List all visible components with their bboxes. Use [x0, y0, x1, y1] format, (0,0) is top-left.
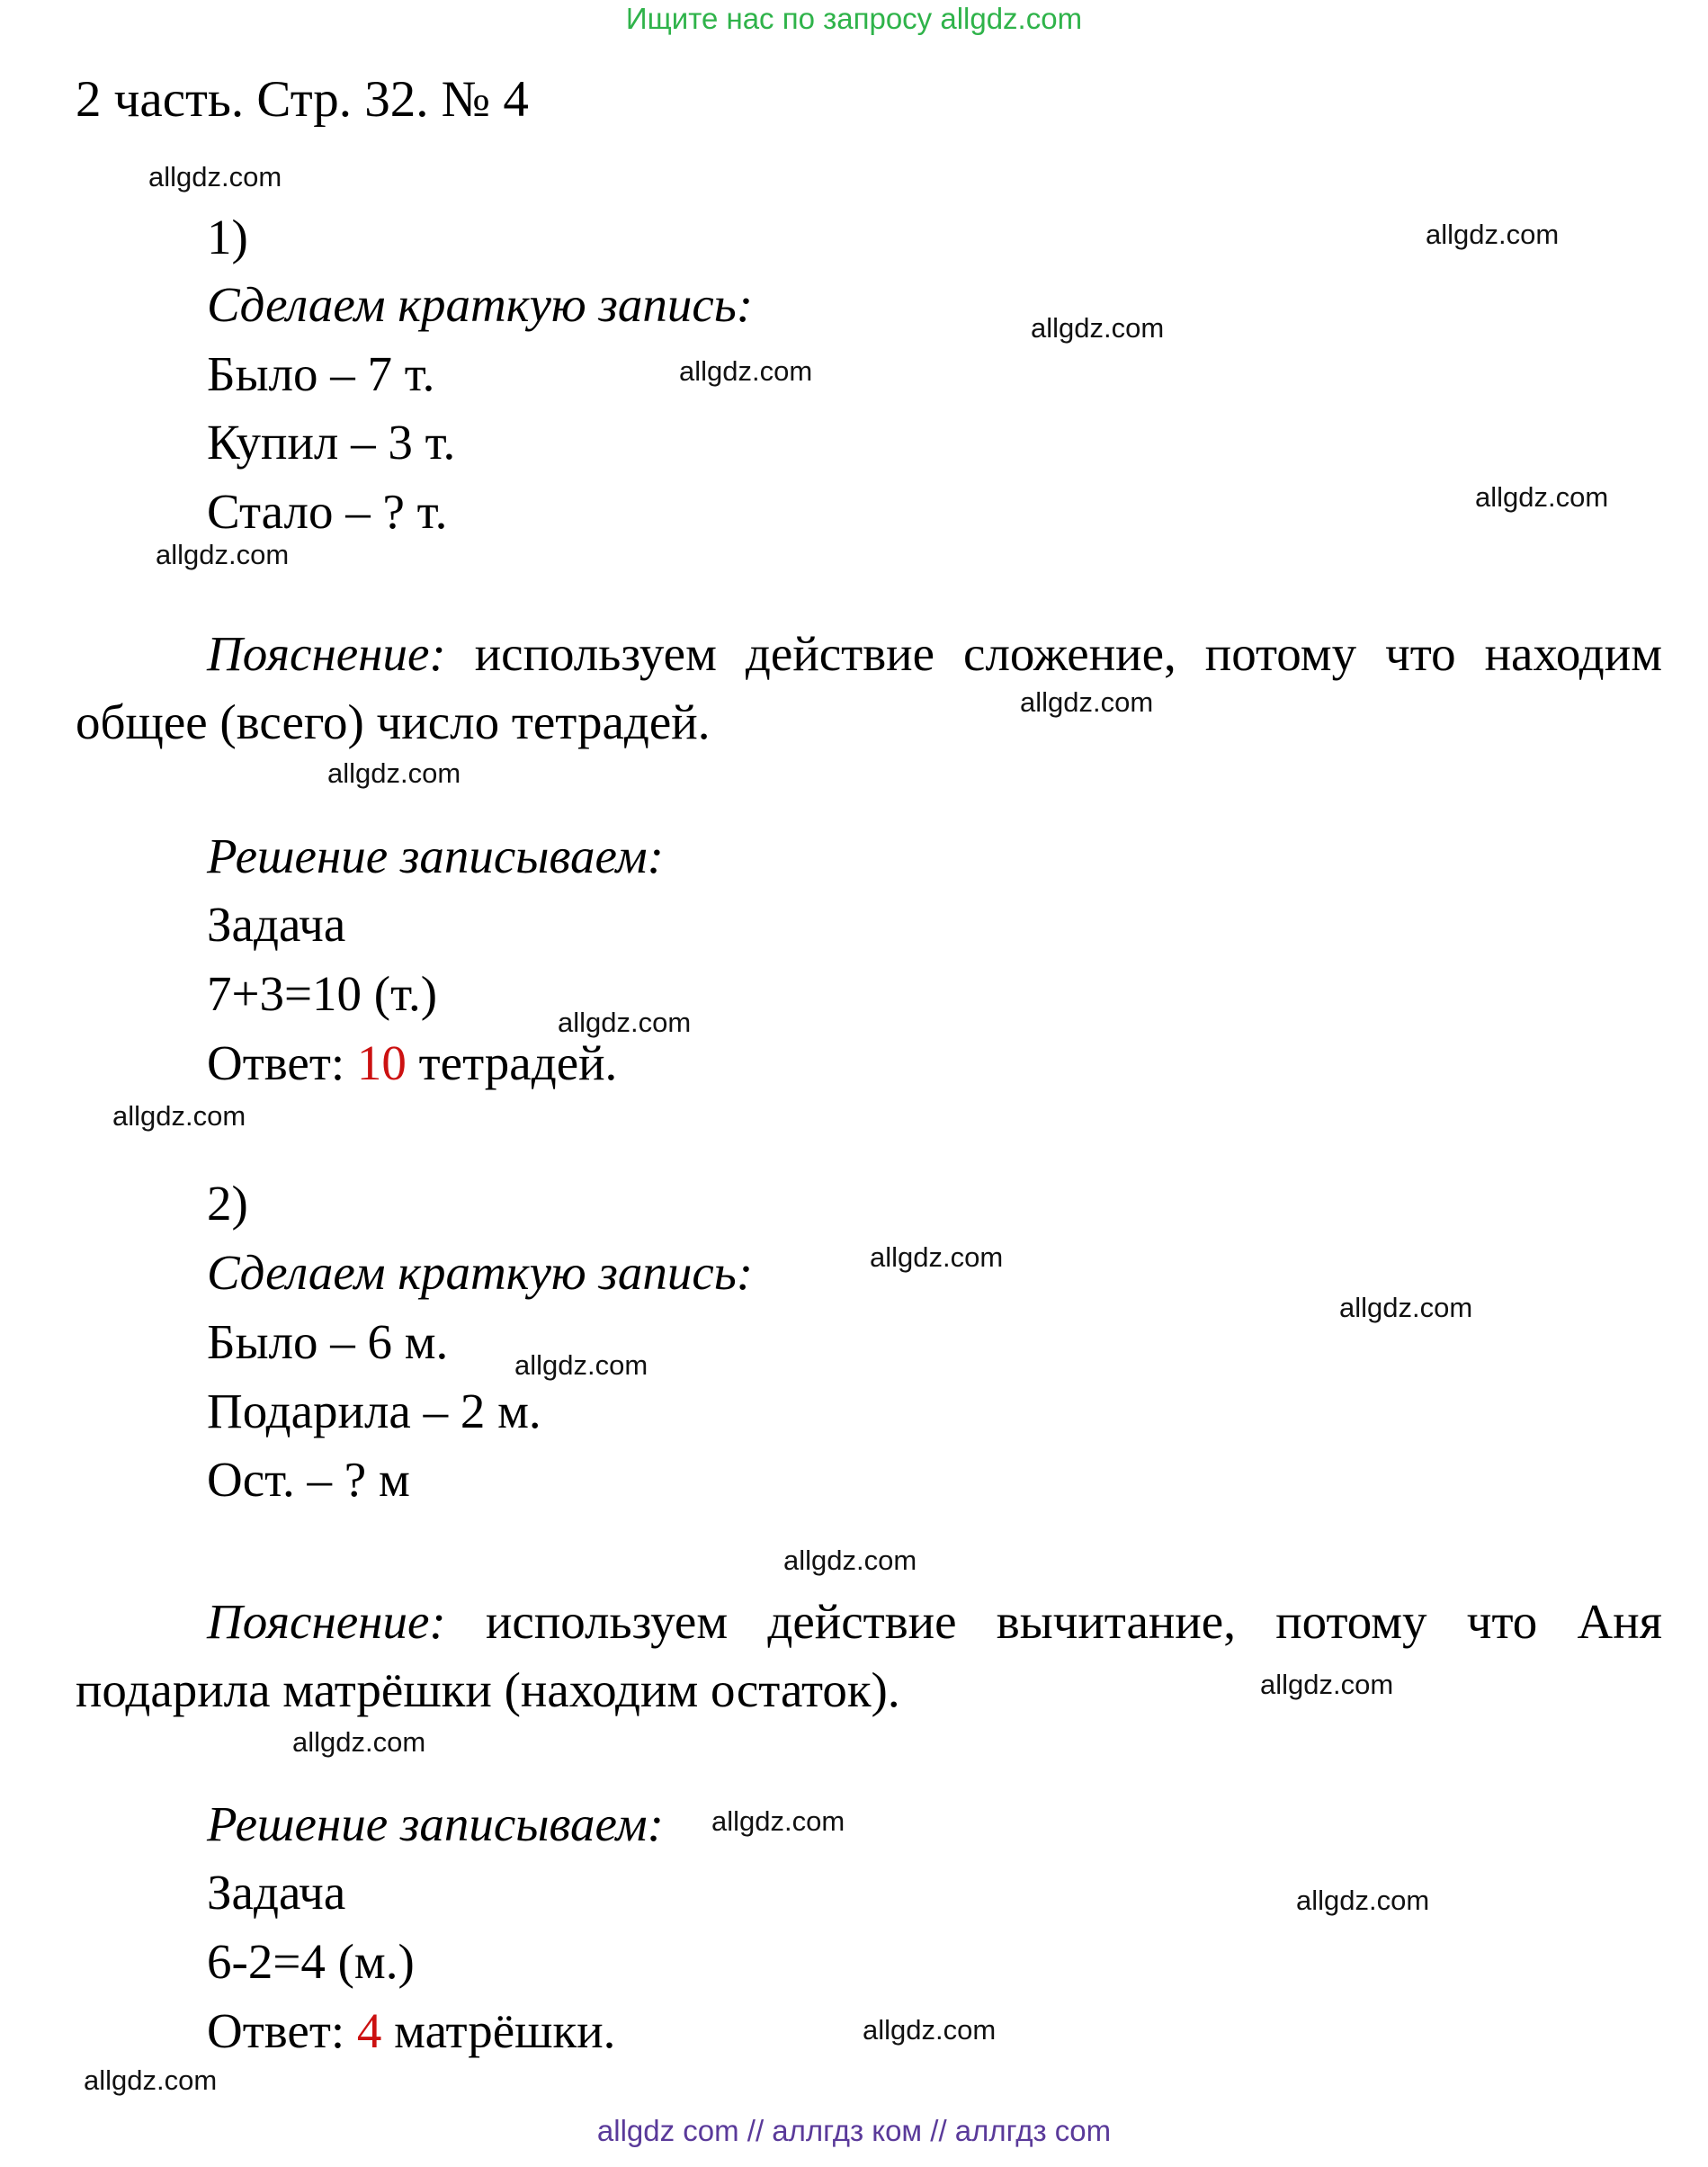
watermark: allgdz.com: [148, 161, 282, 193]
part1-explanation-label: Пояснение:: [207, 626, 446, 681]
part2-answer: [207, 2002, 615, 2059]
watermark: allgdz.com: [112, 1100, 246, 1132]
footer: allgdz com // аллгдз ком // аллгдз com: [596, 2114, 1112, 2147]
part1-answer-label: Ответ:: [207, 1035, 345, 1090]
part2-line-3: Ост. – ? м: [207, 1452, 410, 1507]
part1-line-1: Было – 7 т.: [207, 346, 435, 401]
part2-equation: 6-2=4 (м.): [207, 1934, 415, 1989]
top-banner: Ищите нас по запросу allgdz.com: [625, 2, 1083, 35]
part1-explanation: [76, 620, 1662, 757]
part2-line-1: Было – 6 м.: [207, 1314, 449, 1369]
part1-equation: 7+3=10 (т.): [207, 966, 438, 1021]
part2-answer-label: Ответ:: [207, 2003, 345, 2058]
part2-explanation-text: используем действие вычитание, потому что Аня подарила матрёшки (находим остаток).: [76, 1594, 1663, 1717]
watermark: allgdz.com: [1020, 686, 1154, 718]
part2-short-note-label: Сделаем краткую запись:: [207, 1245, 754, 1300]
watermark: allgdz.com: [1339, 1292, 1473, 1323]
watermark: allgdz.com: [863, 2014, 997, 2046]
watermark: allgdz.com: [327, 757, 461, 789]
part1-task-label: Задача: [207, 897, 346, 952]
part1-answer: [207, 1034, 617, 1091]
watermark: allgdz.com: [1296, 1885, 1430, 1916]
watermark: allgdz.com: [711, 1805, 845, 1837]
part1-number: 1): [207, 210, 248, 264]
page-title: 2 часть. Стр. 32. № 4: [76, 71, 529, 128]
part2-task-label: Задача: [207, 1865, 346, 1920]
watermark: allgdz.com: [1426, 219, 1560, 250]
watermark: allgdz.com: [870, 1241, 1004, 1273]
watermark: allgdz.com: [292, 1726, 426, 1758]
part2-line-2: Подарила – 2 м.: [207, 1383, 541, 1438]
part1-line-2: Купил – 3 т.: [207, 415, 456, 470]
watermark: allgdz.com: [156, 539, 290, 570]
part2-answer-unit: матрёшки.: [394, 2003, 616, 2058]
part2-answer-value: 4: [356, 2003, 382, 2058]
watermark: allgdz.com: [84, 2064, 218, 2096]
part1-short-note-label: Сделаем краткую запись:: [207, 277, 754, 332]
part1-explanation-text: используем действие сложение, потому что находим общее (всего) число тетрадей.: [76, 626, 1663, 749]
watermark: allgdz.com: [558, 1007, 692, 1038]
watermark: allgdz.com: [1475, 481, 1609, 513]
part1-solution-label: Решение записываем:: [207, 828, 664, 883]
part2-number: 2): [207, 1176, 248, 1231]
part2-explanation: [76, 1588, 1662, 1724]
part1-answer-unit: тетрадей.: [418, 1035, 618, 1090]
part1-line-3: Стало – ? т.: [207, 484, 448, 539]
watermark: allgdz.com: [783, 1545, 917, 1576]
part2-solution-label: Решение записываем:: [207, 1796, 664, 1851]
part2-explanation-label: Пояснение:: [207, 1594, 446, 1649]
watermark: allgdz.com: [1260, 1669, 1394, 1700]
watermark: allgdz.com: [514, 1349, 648, 1381]
watermark: allgdz.com: [679, 355, 813, 387]
part1-answer-value: 10: [356, 1035, 407, 1090]
watermark: allgdz.com: [1031, 312, 1165, 344]
